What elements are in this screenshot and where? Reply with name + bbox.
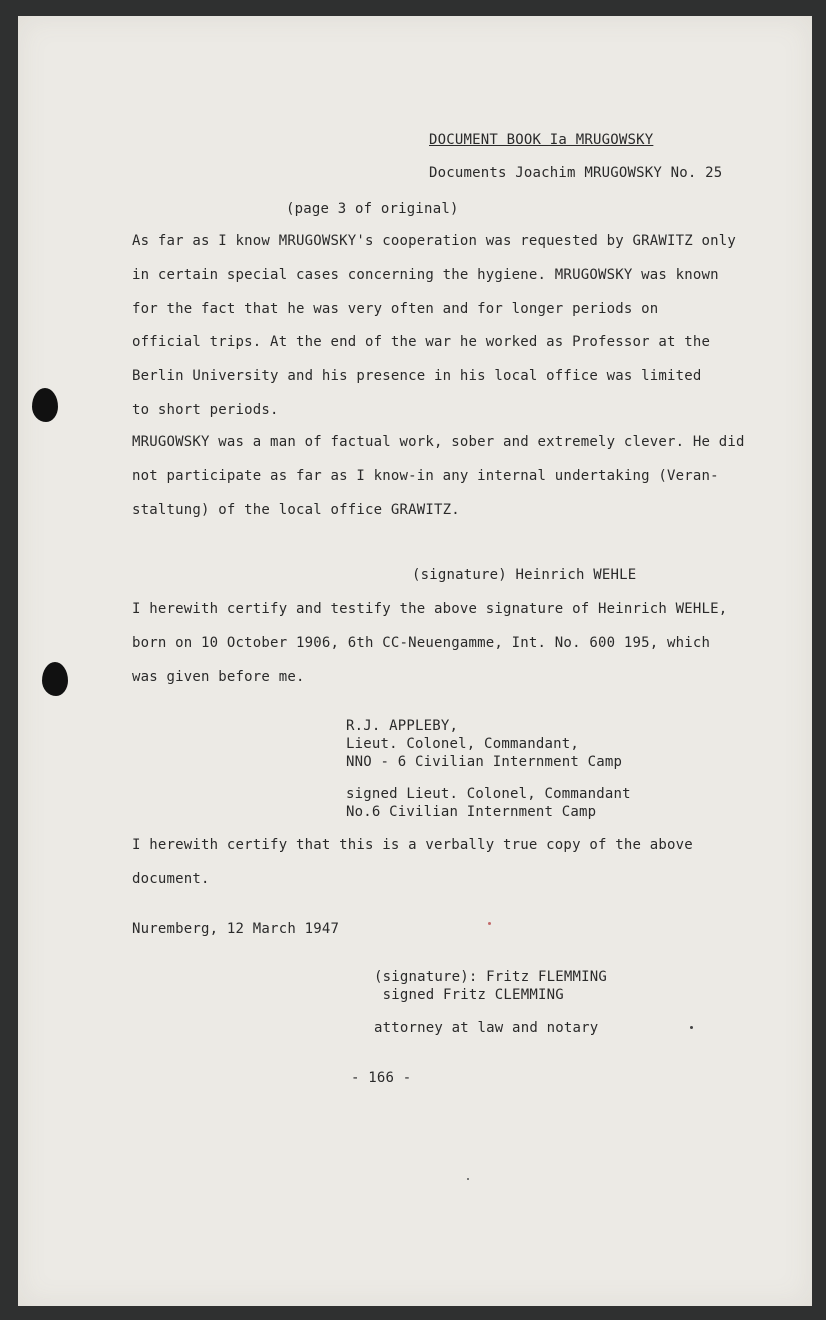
- copy-line: I herewith certify that this is a verbally true copy of the above: [132, 837, 693, 853]
- signature-wehle: (signature) Heinrich WEHLE: [412, 567, 637, 583]
- body-line: Berlin University and his presence in his local office was limited: [132, 368, 702, 384]
- fleming-signature: (signature): Fritz FLEMMING: [374, 969, 607, 985]
- body-line: to short periods.: [132, 402, 279, 418]
- document-page: [18, 16, 812, 1306]
- ink-speck: [488, 922, 491, 925]
- page-note: (page 3 of original): [286, 201, 459, 217]
- signed-line: No.6 Civilian Internment Camp: [346, 804, 597, 820]
- fleming-signed: signed Fritz CLEMMING: [374, 987, 564, 1003]
- punch-hole: [42, 662, 68, 696]
- certify-line: I herewith certify and testify the above signature of Heinrich WEHLE,: [132, 601, 728, 617]
- punch-hole: [32, 388, 58, 422]
- appleby-line: R.J. APPLEBY,: [346, 718, 459, 734]
- appleby-line: Lieut. Colonel, Commandant,: [346, 736, 579, 752]
- body-line: MRUGOWSKY was a man of factual work, sober and extremely clever. He did: [132, 434, 745, 450]
- body-line: in certain special cases concerning the hygiene. MRUGOWSKY was known: [132, 267, 719, 283]
- ink-speck: [467, 1178, 469, 1180]
- attorney-line: attorney at law and notary: [374, 1020, 599, 1036]
- document-title: DOCUMENT BOOK Ia MRUGOWSKY: [429, 132, 654, 148]
- certify-line: born on 10 October 1906, 6th CC-Neuengamme, Int. No. 600 195, which: [132, 635, 711, 651]
- body-line: As far as I know MRUGOWSKY's cooperation was requested by GRAWITZ only: [132, 233, 737, 249]
- document-subtitle: Documents Joachim MRUGOWSKY No. 25: [429, 165, 723, 181]
- place-date: Nuremberg, 12 March 1947: [132, 921, 340, 937]
- page-number: - 166 -: [351, 1070, 412, 1086]
- body-line: for the fact that he was very often and for longer periods on: [132, 301, 659, 317]
- ink-speck: [690, 1026, 693, 1029]
- certify-line: was given before me.: [132, 669, 305, 685]
- copy-line: document.: [132, 871, 210, 887]
- appleby-line: NNO - 6 Civilian Internment Camp: [346, 754, 623, 770]
- body-line: official trips. At the end of the war he worked as Professor at the: [132, 334, 711, 350]
- signed-line: signed Lieut. Colonel, Commandant: [346, 786, 631, 802]
- body-line: not participate as far as I know-in any internal undertaking (Veran-: [132, 468, 719, 484]
- body-line: staltung) of the local office GRAWITZ.: [132, 502, 460, 518]
